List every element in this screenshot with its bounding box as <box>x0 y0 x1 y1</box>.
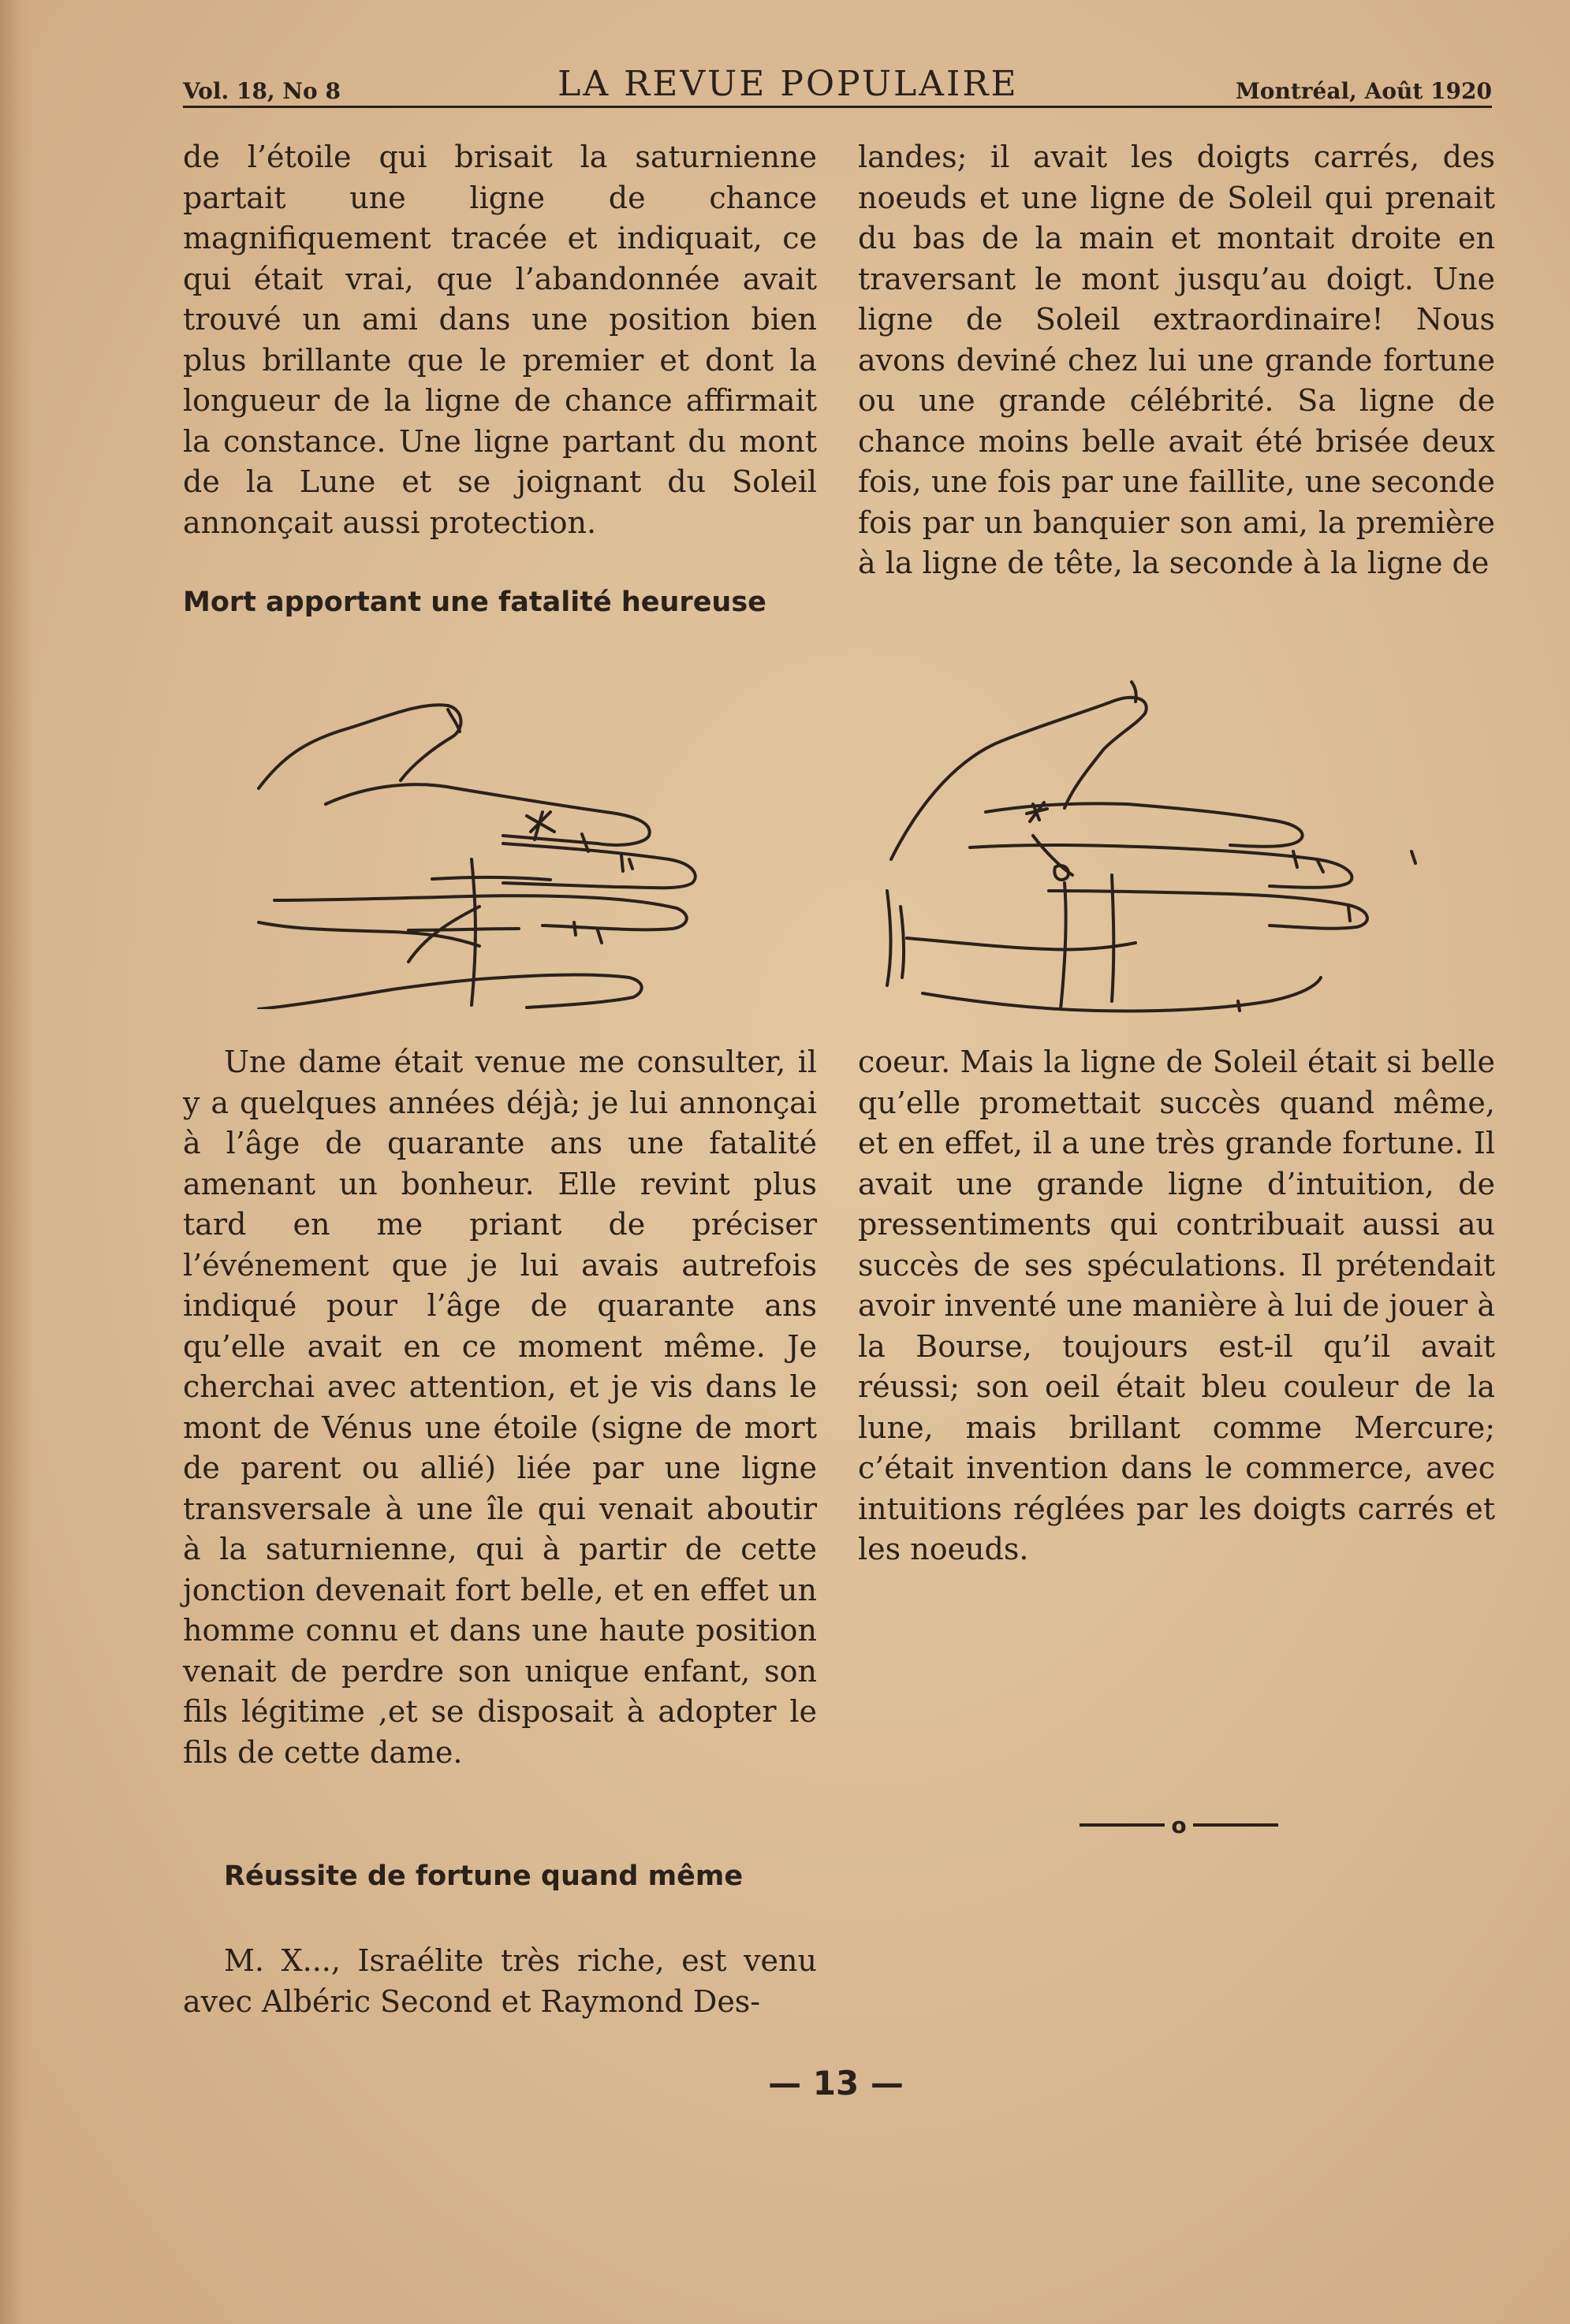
paragraph-mx: M. X..., Israélite très riche, est venu avec Albéric Second et Raymond Des- <box>183 1943 817 2019</box>
running-header <box>183 57 1492 104</box>
header-rule <box>183 106 1492 108</box>
column-left-bottom <box>183 1042 817 1773</box>
paragraph-heart-line: coeur. Mais la ligne de Soleil était si belle qu’elle promettait succès quand même, et en effet, il a une très grande fortune. Il avait une grande ligne d’intuition, de pressentiments qui contribuait aussi au succès de ses spéculations. Il prétendait avoir inventé une manière à lui de jouer à la Bourse, toujours est-il qu’il avait réussi; son oeil était bleu couleur de la lune, mais brillant comme Mercure; c’était invention dans le commerce, avec intuitions réglées par les doigts carrés et les noeuds. <box>858 1045 1495 1566</box>
section-divider <box>1072 1809 1285 1841</box>
divider-bar-left <box>1080 1823 1165 1827</box>
page-edge-shadow <box>0 0 33 2324</box>
section-heading-fatality: Mort apportant une fatalité heureuse <box>183 587 766 618</box>
paragraph-star-line: de l’étoile qui brisait la saturnienne partait une ligne de chance magnifiquement tracée et indiquait, ce qui était vrai, que l’abandonnée avait trouvé un ami dans une position bien plus brillante que le premier et dont la longueur de la ligne de chance affirmait la constance. Une ligne partant du mont de la Lune et se joignant du Soleil annonçait aussi protection. <box>183 140 817 540</box>
paragraph-sun-line: landes; il avait les doigts carrés, des noeuds et une ligne de Soleil qui prenait du bas de la main et montait droite en traversant le mont jusqu’au doigt. Une ligne de Soleil extraordinaire! Nous avons deviné chez lui une grande fortune ou une grande célébrité. Sa ligne de chance moins belle avait été brisée deux fois, une fois par une faillite, une seconde fois par un banquier son ami, la première à la ligne de tête, la seconde à la ligne de <box>858 140 1495 580</box>
palm-illustration-right <box>875 670 1498 1033</box>
divider-bar-right <box>1193 1823 1278 1827</box>
page-number: — 13 — <box>768 2064 904 2102</box>
paragraph-lady-consultation: Une dame était venue me consulter, il y a quelques années déjà; je lui annonçai à l’âge de quarante ans une fatalité amenant un bonheur. Elle revint plus tard en me priant de préciser l’événement que je lui avais autrefois indiqué pour l’âge de quarante ans qu’elle avait en ce moment même. Je cherchai avec attention, et je vis dans le mont de Vénus une étoile (signe de mort de parent ou allié) liée par une ligne transversale à une île qui venait aboutir à la saturnienne, qui à partir de cette jonction devenait fort belle, et en effet un homme connu et dans une haute position venait de perdre son unique enfant, son fils légitime ,et se disposait à adopter le fils de cette dame. <box>183 1045 817 1770</box>
header-place-date: Montréal, Août 1920 <box>1235 78 1492 104</box>
column-right-bottom <box>858 1042 1495 1570</box>
column-left-top <box>183 137 817 543</box>
header-volume: Vol. 18, No 8 <box>183 78 341 104</box>
section-heading-fortune: Réussite de fortune quand même <box>224 1860 744 1892</box>
header-title: LA REVUE POPULAIRE <box>558 64 1019 104</box>
column-right-top <box>858 137 1495 584</box>
palm-illustration-left <box>251 694 819 1009</box>
divider-mark: o <box>1171 1812 1187 1838</box>
column-left-end <box>183 1941 817 2022</box>
